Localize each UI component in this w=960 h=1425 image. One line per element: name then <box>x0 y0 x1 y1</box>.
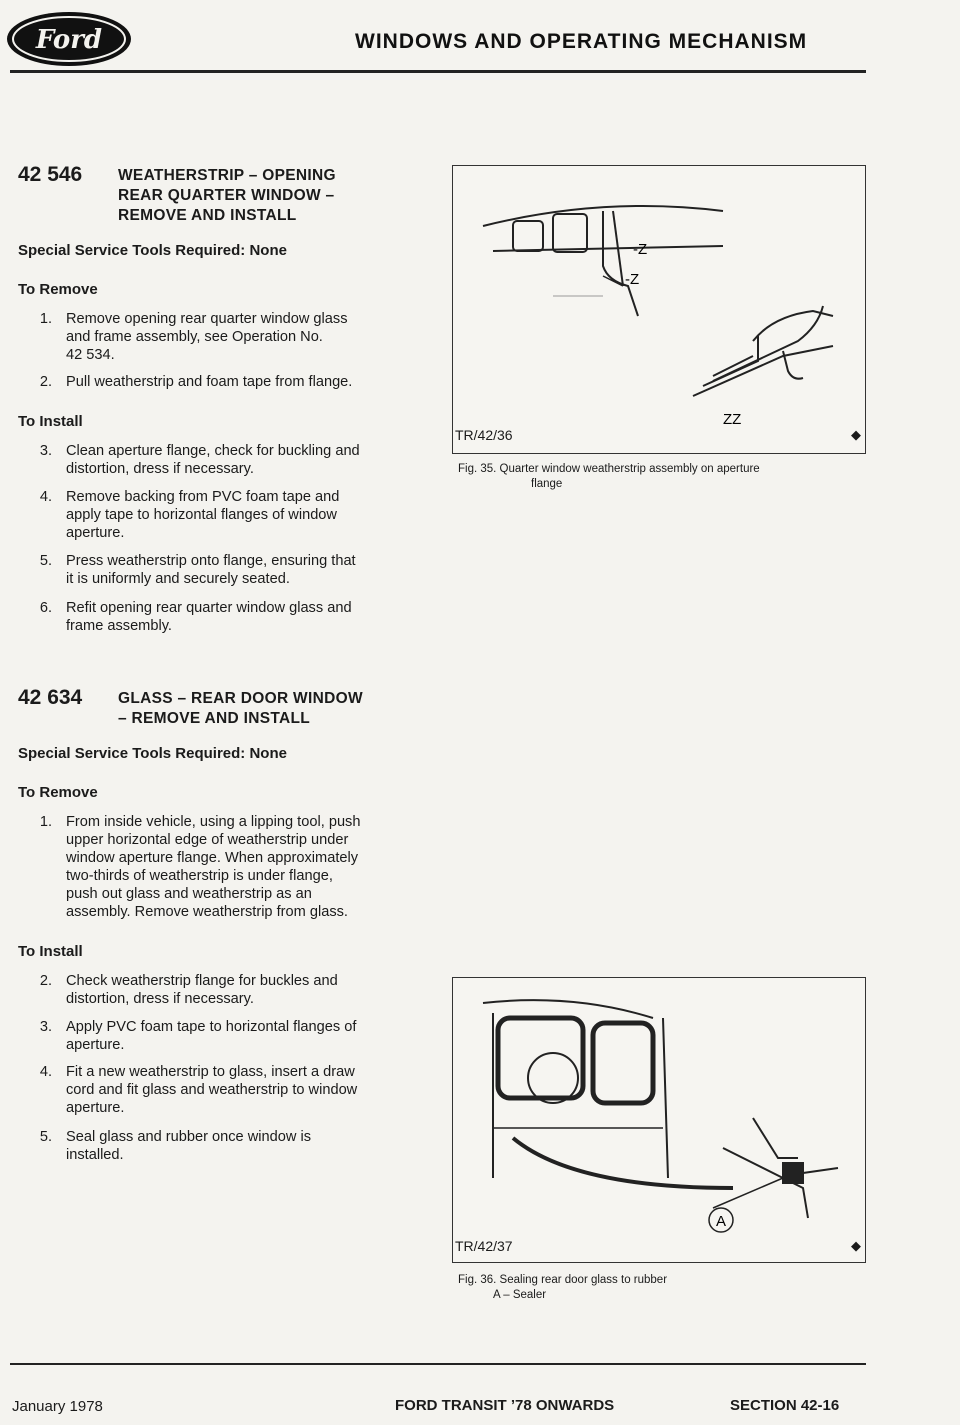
logo-text: Ford <box>35 25 103 55</box>
step-item: 4. Remove backing from PVC foam tape and apply tape to horizontal flanges of window aperture. <box>39 489 340 541</box>
section-title: GLASS – REAR DOOR WINDOW – REMOVE AND INSTALL <box>118 690 363 727</box>
step-item: 3. Clean aperture flange, check for buckling and distortion, dress if necessary. <box>39 443 360 477</box>
quarter-window-illustration <box>453 166 865 453</box>
step-item: 2. Check weatherstrip flange for buckles and distortion, dress if necessary. <box>39 973 338 1007</box>
figure-ref: TR/42/36 <box>455 427 513 443</box>
footer-rule <box>10 1363 866 1365</box>
figure-caption: Fig. 35. Quarter window weatherstrip assembly on aperture flange <box>458 463 760 490</box>
rear-door-illustration <box>453 978 865 1262</box>
figure-ref: TR/42/37 <box>455 1238 513 1254</box>
step-item: 5. Press weatherstrip onto flange, ensuring that it is uniformly and securely seated. <box>39 553 356 587</box>
special-tools-note: Special Service Tools Required: None <box>18 745 287 762</box>
section-number: 42 634 <box>18 686 83 709</box>
figure-36 <box>452 977 866 1263</box>
header-rule <box>10 70 866 73</box>
step-item: 6. Refit opening rear quarter window glass and frame assembly. <box>39 600 352 634</box>
figure-mark-icon: ◆ <box>851 427 861 442</box>
ford-logo <box>5 10 133 68</box>
section-title: WEATHERSTRIP – OPENING REAR QUARTER WINDOW – REMOVE AND INSTALL <box>118 167 336 224</box>
figure-35 <box>452 165 866 454</box>
step-item: 1. Remove opening rear quarter window glass and frame assembly, see Operation No. 42 534. <box>39 311 348 363</box>
footer-date: January 1978 <box>12 1398 103 1415</box>
figure-caption: Fig. 36. Sealing rear door glass to rubber A – Sealer <box>458 1274 668 1301</box>
install-heading: To Install <box>18 413 83 430</box>
remove-heading: To Remove <box>18 784 98 801</box>
special-tools-note: Special Service Tools Required: None <box>18 242 287 259</box>
step-item: 2. Pull weatherstrip and foam tape from flange. <box>39 374 353 390</box>
step-item: 5. Seal glass and rubber once window is installed. <box>39 1129 311 1163</box>
step-item: 4. Fit a new weatherstrip to glass, insert a draw cord and fit glass and weatherstrip to window aperture. <box>39 1064 358 1116</box>
svg-text:-Z: -Z <box>625 271 640 288</box>
install-heading: To Install <box>18 943 83 960</box>
footer-section: SECTION 42-16 <box>730 1397 840 1414</box>
footer-model: FORD TRANSIT ’78 ONWARDS <box>395 1397 615 1414</box>
svg-text:A: A <box>715 1213 727 1230</box>
figure-mark-icon: ◆ <box>851 1238 861 1253</box>
step-item: 3. Apply PVC foam tape to horizontal flanges of aperture. <box>39 1019 357 1053</box>
step-item: 1. From inside vehicle, using a lipping tool, push upper horizontal edge of weatherstrip under window aperture flange. When approximately two-thirds of weatherstrip is under flange, push out glass and weatherstrip as an assembly. Remove weatherstrip from glass. <box>39 814 361 920</box>
section-number: 42 546 <box>18 163 83 186</box>
svg-text:ZZ: ZZ <box>723 411 742 428</box>
svg-text:-Z: -Z <box>633 241 648 258</box>
remove-heading: To Remove <box>18 281 98 298</box>
page-title: WINDOWS AND OPERATING MECHANISM <box>355 30 808 53</box>
